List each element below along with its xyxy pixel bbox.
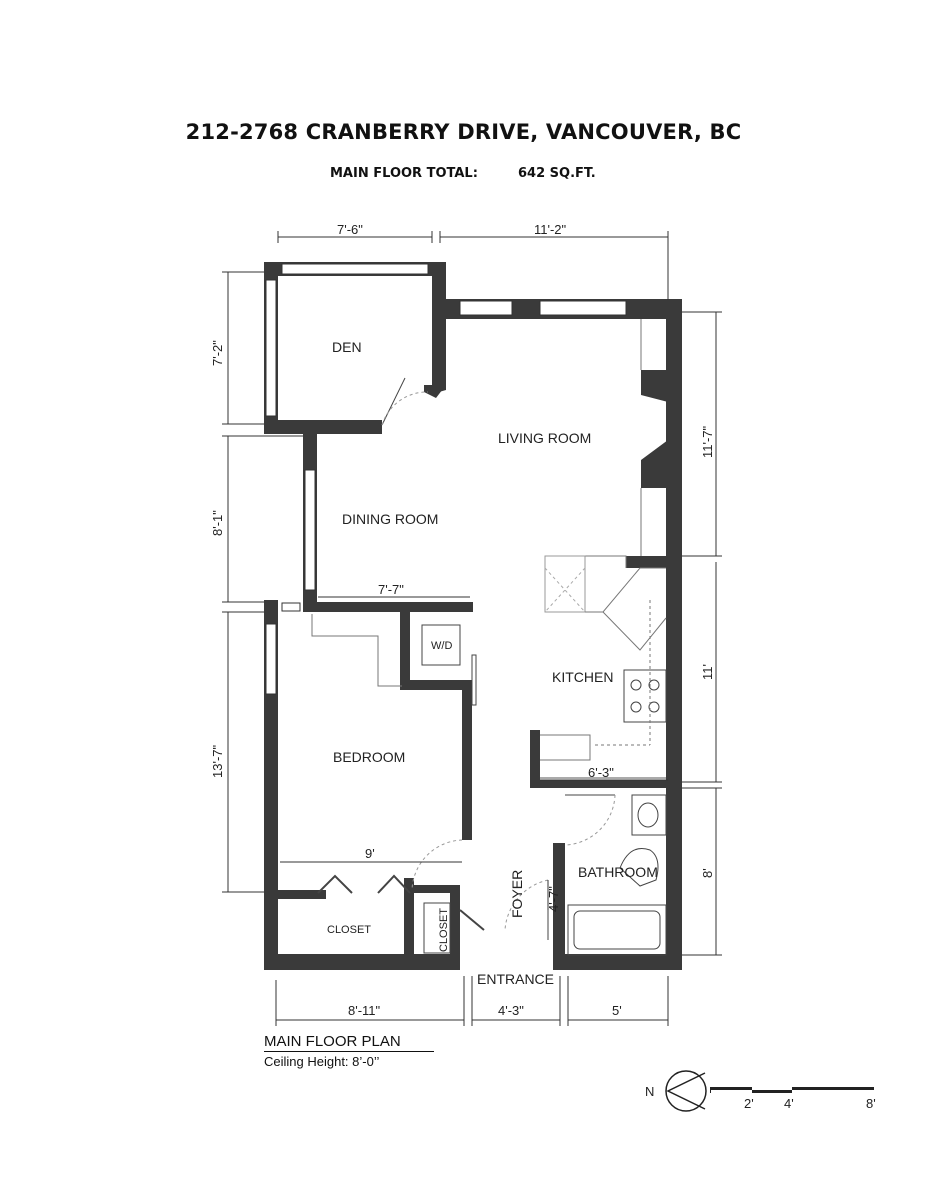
- den-label: DEN: [332, 339, 362, 355]
- dining-room-label: DINING ROOM: [342, 511, 439, 527]
- kitchen-label: KITCHEN: [552, 669, 614, 685]
- plan-address-title: 212-2768 CRANBERRY DRIVE, VANCOUVER, BC: [185, 120, 742, 144]
- north-label: N: [645, 1084, 655, 1099]
- dim-foyer-width: 4'-7": [546, 886, 561, 912]
- closet-label: CLOSET: [327, 924, 372, 936]
- dim-top-right: 11'-2": [534, 222, 567, 237]
- dim-left-den: 7'-2": [210, 340, 225, 366]
- compass-icon: [666, 1071, 706, 1111]
- bedroom-label: BEDROOM: [333, 749, 406, 765]
- scale-bar: [710, 1087, 876, 1111]
- plan-caption-title: MAIN FLOOR PLAN: [264, 1033, 434, 1052]
- scale-tick-8: 8': [866, 1096, 876, 1111]
- entrance-label: ENTRANCE: [477, 971, 555, 987]
- foyer-label: FOYER: [509, 869, 525, 918]
- dim-left-bedroom: 13'-7": [210, 744, 225, 778]
- dim-kitchen-width: 6'-3": [588, 765, 614, 780]
- dim-top-left: 7'-6": [337, 222, 363, 237]
- washer-dryer-label: W/D: [431, 640, 453, 652]
- room-labels: [327, 339, 658, 987]
- scale-tick-4: 4': [784, 1096, 794, 1111]
- living-room-label: LIVING ROOM: [498, 430, 592, 446]
- dim-bedroom-width: 9': [365, 846, 375, 861]
- dim-right-living: 11'-7": [700, 425, 715, 458]
- floor-total-label: MAIN FLOOR TOTAL:: [330, 166, 478, 181]
- dim-dining-width: 7'-7": [378, 582, 404, 597]
- plan-caption-ceiling: Ceiling Height: 8’-0’’: [264, 1054, 380, 1069]
- dim-bottom-mid: 4'-3": [498, 1003, 524, 1018]
- dimension-lines: [222, 231, 722, 1026]
- dim-bottom-right: 5': [612, 1003, 622, 1018]
- dim-right-kitchen: 11': [700, 664, 715, 680]
- dim-left-dining: 8'-1": [210, 510, 225, 536]
- scale-tick-2: 2': [744, 1096, 754, 1111]
- small-closet-label: CLOSET: [438, 907, 450, 952]
- dim-bottom-left: 8'-11": [348, 1003, 381, 1018]
- floor-total-value: 642 SQ.FT.: [518, 166, 596, 181]
- dim-right-bath: 8': [700, 868, 715, 878]
- plan-caption: [264, 1033, 434, 1069]
- bathroom-label: BATHROOM: [578, 864, 658, 880]
- north-arrow: [645, 1071, 706, 1111]
